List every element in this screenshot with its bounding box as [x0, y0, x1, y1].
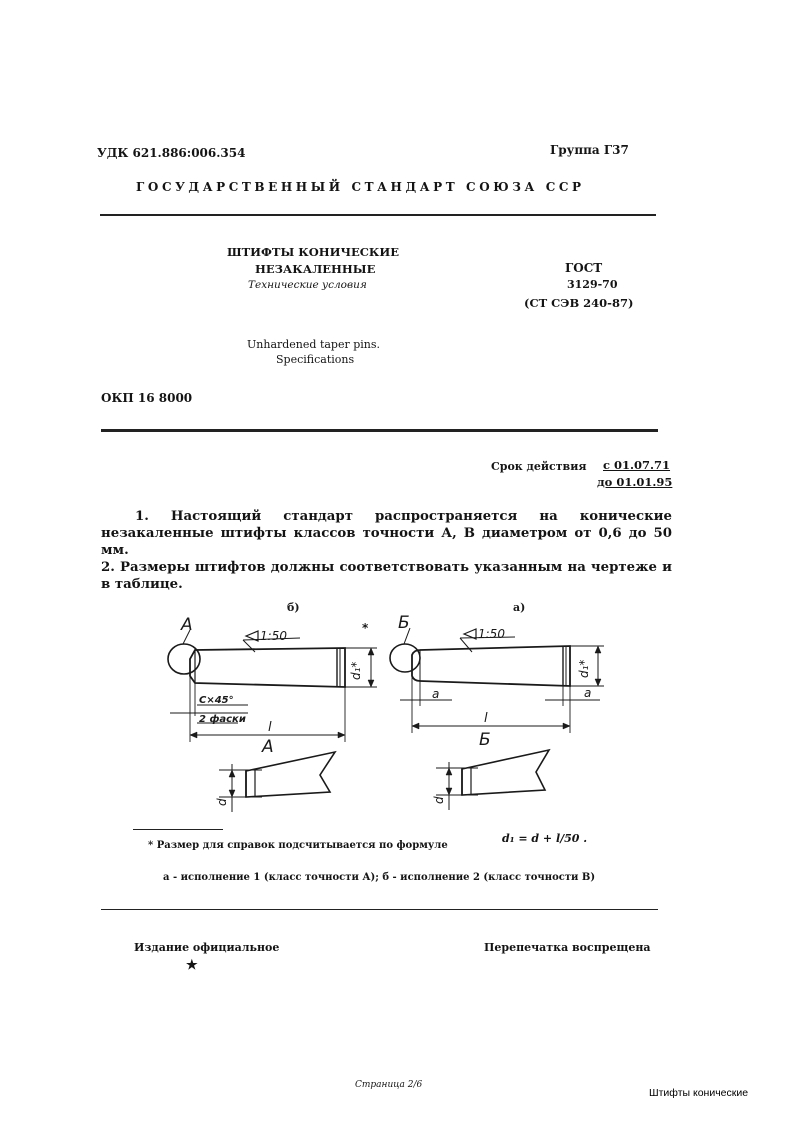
right-d-label: d	[432, 796, 446, 804]
right-pin-figure	[390, 628, 604, 810]
gosstandart-heading: ГОСУДАРСТВЕННЫЙ СТАНДАРТ СОЮЗА ССР	[136, 180, 585, 194]
title-subtitle: Технические условия	[248, 279, 367, 291]
right-taper-label: 1:50	[478, 627, 505, 641]
left-section-view	[246, 752, 335, 797]
left-taper-label: 1:50	[260, 629, 287, 643]
group-code: Группа Г37	[550, 143, 629, 157]
footnote-formula: d₁ = d + l/50 .	[502, 832, 588, 845]
validity-to: до 01.01.95	[597, 475, 673, 489]
validity-from: с 01.07.71	[603, 458, 671, 472]
paragraph-2: 2. Размеры штифтов должны соответствовать указанным на чертеже и в таблице.	[101, 560, 672, 592]
left-caption: А	[262, 737, 274, 757]
english-subtitle: Specifications	[276, 353, 355, 366]
title-line-1: ШТИФТЫ КОНИЧЕСКИЕ	[227, 245, 400, 259]
title-line-2: НЕЗАКАЛЕННЫЕ	[255, 262, 376, 276]
paragraph-1: 1. Настоящий стандарт распространяется на конические незакаленные штифты классов точности А, В диаметром от 0,6 до 50 мм.	[101, 509, 672, 558]
reprint-prohibited: Перепечатка воспрещена	[484, 941, 651, 954]
footnote-text: * Размер для справок подсчитывается по формуле	[148, 840, 448, 851]
left-d-label: d	[215, 798, 229, 806]
left-d1-label: d₁*	[349, 661, 363, 680]
footer-divider	[101, 909, 658, 910]
left-chamfer-label: C×45°	[199, 695, 234, 706]
official-edition: Издание официальное	[134, 941, 280, 954]
footnote-divider	[133, 829, 223, 830]
gost-cmea: (СТ СЭВ 240-87)	[524, 296, 634, 310]
right-detail-circle	[390, 644, 420, 672]
right-length-label: l	[484, 711, 488, 726]
document-title-footer: Штифты конические	[649, 1087, 749, 1099]
left-variant-label: б)	[287, 601, 300, 614]
page-number: Страница 2/6	[355, 1080, 423, 1090]
right-a-left-label: a	[432, 687, 440, 701]
right-a-right-label: a	[584, 686, 592, 700]
udk-code: УДК 621.886:006.354	[97, 146, 246, 160]
left-pin-body	[190, 648, 345, 687]
left-chamfer-note: 2 фаски	[199, 714, 246, 725]
right-caption: Б	[479, 730, 491, 750]
okp-code: ОКП 16 8000	[101, 391, 193, 405]
right-variant-label: а)	[513, 601, 526, 614]
right-section-view	[462, 750, 549, 795]
gost-label: ГОСТ	[565, 261, 603, 275]
gost-number: 3129-70	[567, 278, 618, 291]
drawing-asterisk: *	[362, 621, 369, 635]
validity-label: Срок действия	[491, 460, 587, 473]
left-length-label: l	[268, 720, 272, 735]
footnote-variants: а - исполнение 1 (класс точности А); б - исполнение 2 (класс точности В)	[163, 872, 596, 883]
english-title: Unhardened taper pins.	[247, 338, 381, 351]
right-detail-label: Б	[398, 613, 410, 633]
star-icon: ★	[186, 958, 198, 973]
left-detail-label: А	[181, 615, 193, 635]
right-d1-label: d₁*	[577, 659, 591, 678]
right-pin-body	[412, 646, 570, 686]
